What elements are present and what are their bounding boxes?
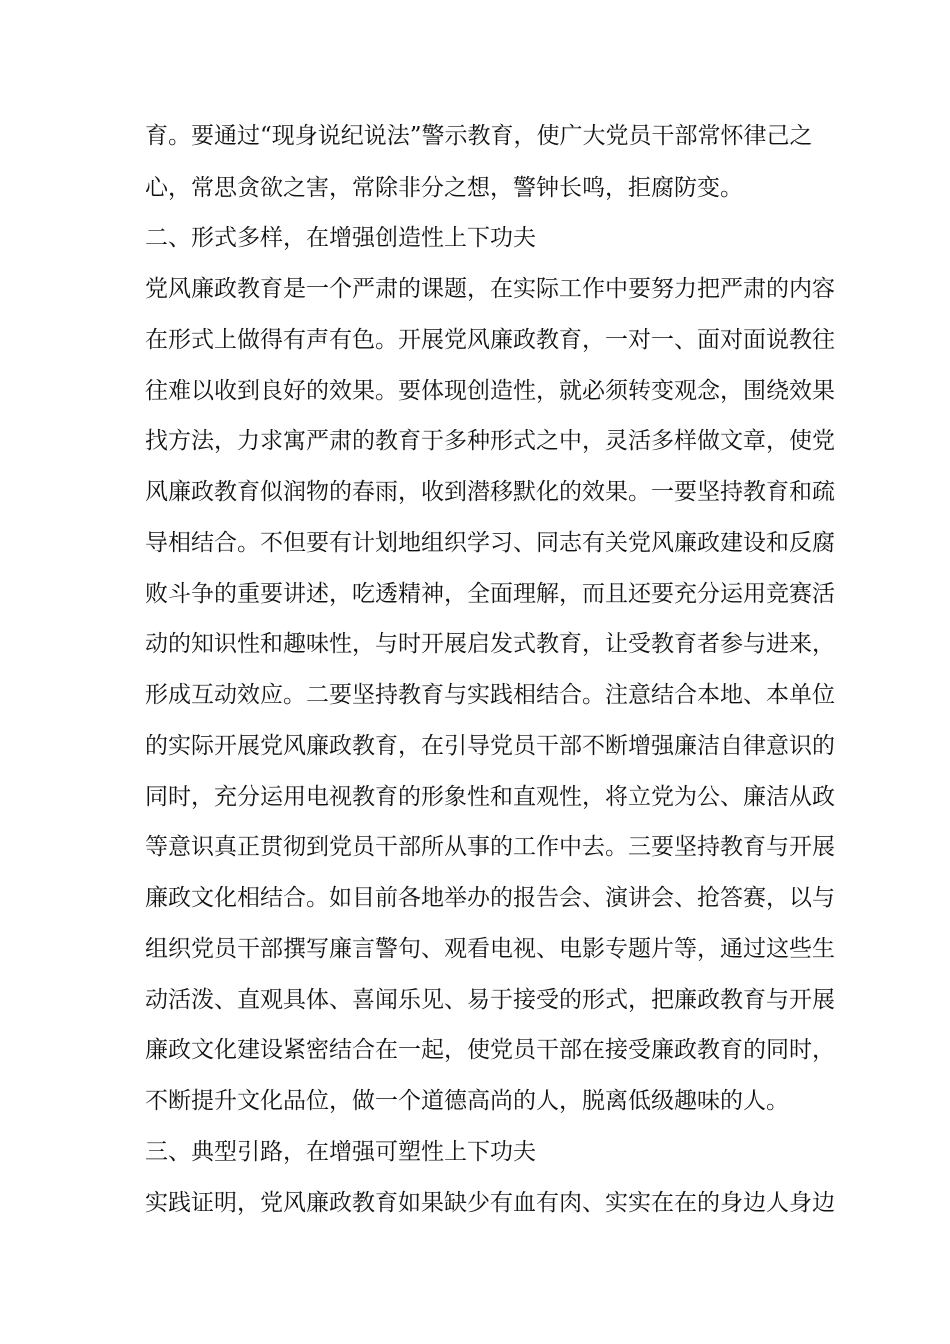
text-line: 心，常思贪欲之害，常除非分之想，警钟长鸣，拒腐防变。 <box>145 175 743 201</box>
text-line: 找方法，力求寓严肃的教育于多种形式之中，灵活多样做文章，使党 <box>145 428 835 454</box>
text-line: 导相结合。不但要有计划地组织学习、同志有关党风廉政建设和反腐 <box>145 530 835 556</box>
text-line: 动的知识性和趣味性，与时开展启发式教育，让受教育者参与进来， <box>145 631 835 657</box>
text-line: 动活泼、直观具体、喜闻乐见、易于接受的形式，把廉政教育与开展 <box>145 987 835 1013</box>
text-line: 形成互动效应。二要坚持教育与实践相结合。注意结合本地、本单位 <box>145 682 835 708</box>
text-line: 败斗争的重要讲述，吃透精神，全面理解，而且还要充分运用竞赛活 <box>145 581 835 607</box>
text-line: 往难以收到良好的效果。要体现创造性，就必须转变观念，围绕效果 <box>145 378 835 404</box>
text-line: 同时，充分运用电视教育的形象性和直观性，将立党为公、廉洁从政 <box>145 784 835 810</box>
text-line: 实践证明，党风廉政教育如果缺少有血有肉、实实在在的身边人身边 <box>145 1190 835 1216</box>
text-line: 组织党员干部撰写廉言警句、观看电视、电影专题片等，通过这些生 <box>145 936 835 962</box>
text-line: 等意识真正贯彻到党员干部所从事的工作中去。三要坚持教育与开展 <box>145 834 835 860</box>
text-line: 廉政文化建设紧密结合在一起，使党员干部在接受廉政教育的同时， <box>145 1037 835 1063</box>
text-line: 风廉政教育似润物的春雨，收到潜移默化的效果。一要坚持教育和疏 <box>145 479 835 505</box>
section-heading: 三、典型引路，在增强可塑性上下功夫 <box>145 1139 536 1165</box>
section-heading: 二、形式多样，在增强创造性上下功夫 <box>145 225 536 251</box>
text-line: 不断提升文化品位，做一个道德高尚的人，脱离低级趣味的人。 <box>145 1088 789 1114</box>
text-line: 廉政文化相结合。如目前各地举办的报告会、演讲会、抢答赛，以与 <box>145 885 835 911</box>
text-line: 育。要通过“现身说纪说法”警示教育，使广大党员干部常怀律己之 <box>145 123 813 149</box>
text-line: 的实际开展党风廉政教育，在引导党员干部不断增强廉洁自律意识的 <box>145 733 835 759</box>
text-line: 在形式上做得有声有色。开展党风廉政教育，一对一、面对面说教往 <box>145 327 835 353</box>
text-line: 党风廉政教育是一个严肃的课题，在实际工作中要努力把严肃的内容 <box>145 276 835 302</box>
